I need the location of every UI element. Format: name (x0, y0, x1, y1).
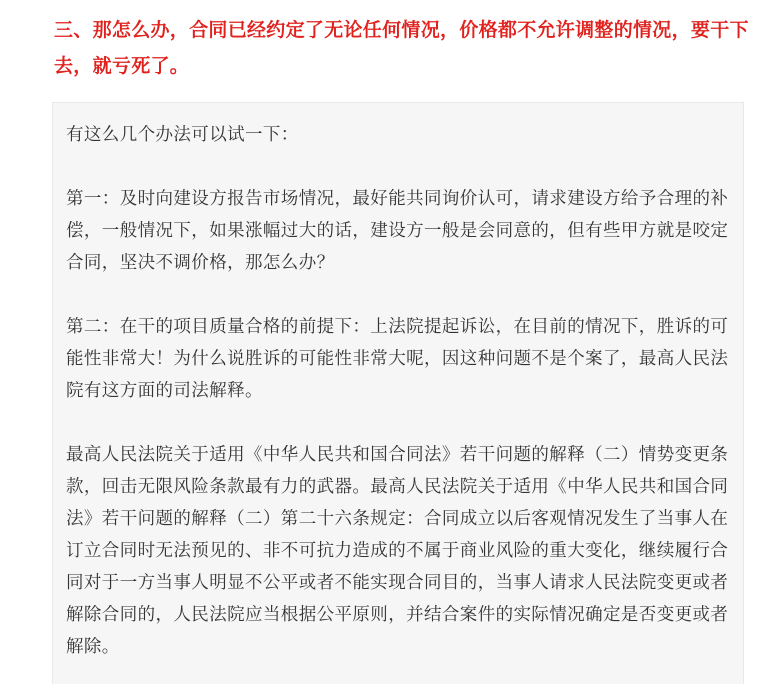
method-two-paragraph: 第二：在干的项目质量合格的前提下：上法院提起诉讼，在目前的情况下，胜诉的可能性非常大！为什么说胜诉的可能性非常大呢，因这种问题不是个案了，最高人民法院有这方面的司法解释。 (66, 317, 729, 401)
intro-paragraph: 有这么几个办法可以试一下： (66, 125, 299, 145)
section-heading: 三、那怎么办，合同已经约定了无论任何情况，价格都不允许调整的情况，要干下去，就亏死了。 (54, 19, 749, 77)
quote-block (52, 102, 744, 684)
legal-interpretation-paragraph: 最高人民法院关于适用《中华人民共和国合同法》若干问题的解释（二）情势变更条款，回击无限风险条款最有力的武器。最高人民法院关于适用《中华人民共和国合同法》若干问题的解释（二）第二十六条规定：合同成立以后客观情况发生了当事人在订立合同时无法预见的、非不可抗力造成的不属于商业风险的重大变化，继续履行合同对于一方当事人明显不公平或者不能实现合同目的，当事人请求人民法院变更或者解除合同的，人民法院应当根据公平原则，并结合案件的实际情况确定是否变更或者解除。 (66, 445, 729, 657)
method-one-paragraph: 第一：及时向建设方报告市场情况，最好能共同询价认可，请求建设方给予合理的补偿，一般情况下，如果涨幅过大的话，建设方一般是会同意的，但有些甲方就是咬定合同，坚决不调价格，那怎么办？ (66, 189, 729, 273)
